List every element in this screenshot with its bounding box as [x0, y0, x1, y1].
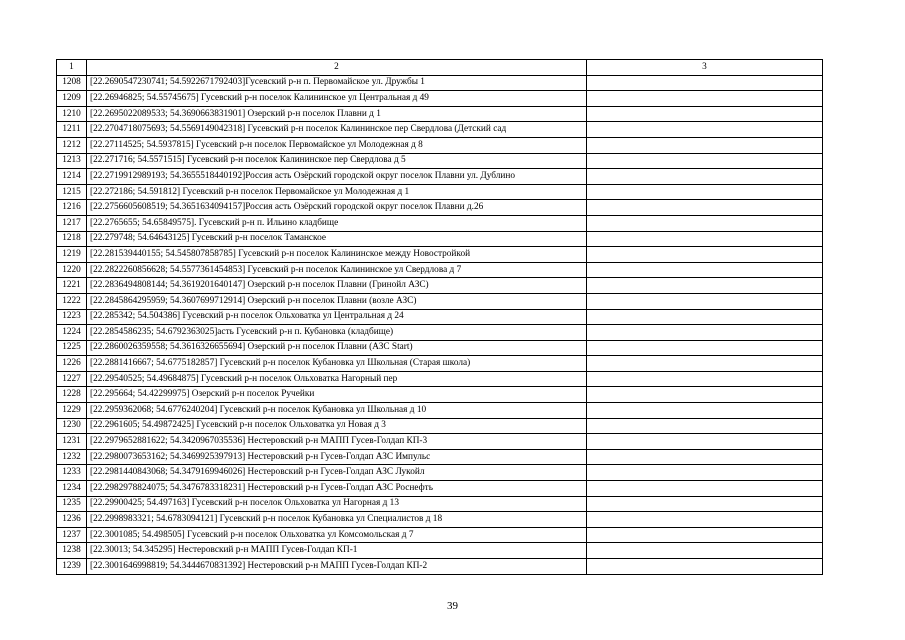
- row-extra-cell: [587, 512, 823, 528]
- table-row: [57, 325, 823, 341]
- row-text-cell: [22.272186; 54.591812] Гусевский р-н поселок Первомайское ул Молодежная д 1: [87, 184, 587, 200]
- table-row: [57, 91, 823, 107]
- row-text-cell: [22.30013; 54.345295] Нестеровский р-н МАПП Гусев-Голдап КП-1: [87, 543, 587, 559]
- row-text-cell: [22.2982978824075; 54.3476783318231] Нестеровский р-н Гусев-Голдап АЗС Роснефть: [87, 481, 587, 497]
- row-extra-cell: [587, 169, 823, 185]
- table-row: [57, 231, 823, 247]
- row-extra-cell: [587, 215, 823, 231]
- row-text-cell: [22.2719912989193; 54.3655518440192]Россия асть Озёрский городской округ поселок Плавни ул. Дублино: [87, 169, 587, 185]
- row-extra-cell: [587, 325, 823, 341]
- row-extra-cell: [587, 75, 823, 91]
- table-row: [57, 215, 823, 231]
- row-extra-cell: [587, 153, 823, 169]
- row-extra-cell: [587, 496, 823, 512]
- table-row: [57, 496, 823, 512]
- table-row: [57, 465, 823, 481]
- row-number-cell: 1223: [57, 309, 87, 325]
- row-text-cell: [22.3001646998819; 54.3444670831392] Нестеровский р-н МАПП Гусев-Голдап КП-2: [87, 559, 587, 575]
- row-number-cell: 1216: [57, 200, 87, 216]
- table-row: [57, 153, 823, 169]
- row-number-cell: 1219: [57, 247, 87, 263]
- row-extra-cell: [587, 184, 823, 200]
- row-extra-cell: [587, 122, 823, 138]
- row-number-cell: 1231: [57, 434, 87, 450]
- row-extra-cell: [587, 465, 823, 481]
- row-text-cell: [22.2695022089533; 54.3690663831901] Озерский р-н поселок Плавни д 1: [87, 106, 587, 122]
- row-number-cell: 1234: [57, 481, 87, 497]
- row-text-cell: [22.279748; 54.64643125] Гусевский р-н поселок Таманское: [87, 231, 587, 247]
- row-number-cell: 1225: [57, 340, 87, 356]
- header-cell-3: 3: [587, 60, 823, 76]
- row-text-cell: [22.2860026359558; 54.3616326655694] Озерский р-н поселок Плавни (АЗС Start): [87, 340, 587, 356]
- table-row: [57, 449, 823, 465]
- row-number-cell: 1220: [57, 262, 87, 278]
- table-row: [57, 512, 823, 528]
- page-number: 39: [447, 600, 458, 612]
- row-text-cell: [22.29540525; 54.49684875] Гусевский р-н поселок Ольховатка Нагорный пер: [87, 371, 587, 387]
- row-number-cell: 1209: [57, 91, 87, 107]
- row-extra-cell: [587, 481, 823, 497]
- row-text-cell: [22.2998983321; 54.6783094121] Гусевский р-н поселок Кубановка ул Специалистов д 18: [87, 512, 587, 528]
- row-extra-cell: [587, 543, 823, 559]
- row-text-cell: [22.27114525; 54.5937815] Гусевский р-н поселок Первомайское ул Молодежная д 8: [87, 137, 587, 153]
- table-body: [57, 60, 823, 575]
- table-row: [57, 387, 823, 403]
- row-text-cell: [22.2881416667; 54.6775182857] Гусевский р-н поселок Кубановка ул Школьная (Старая школа): [87, 356, 587, 372]
- row-extra-cell: [587, 371, 823, 387]
- table-row: [57, 169, 823, 185]
- row-text-cell: [22.295664; 54.42299975] Озерский р-н поселок Ручейки: [87, 387, 587, 403]
- table-row: [57, 309, 823, 325]
- table-row: [57, 75, 823, 91]
- row-text-cell: [22.2765655; 54.65849575]. Гусевский р-н п. Ильино кладбище: [87, 215, 587, 231]
- row-extra-cell: [587, 262, 823, 278]
- table-row: [57, 543, 823, 559]
- row-text-cell: [22.29900425; 54.497163] Гусевский р-н поселок Ольховатка ул Нагорная д 13: [87, 496, 587, 512]
- row-number-cell: 1229: [57, 403, 87, 419]
- row-text-cell: [22.2981440843068; 54.3479169946026] Нестеровский р-н Гусев-Голдап АЗС Лукойл: [87, 465, 587, 481]
- row-extra-cell: [587, 356, 823, 372]
- table-row: [57, 200, 823, 216]
- table-row: [57, 481, 823, 497]
- row-extra-cell: [587, 231, 823, 247]
- row-number-cell: 1218: [57, 231, 87, 247]
- row-extra-cell: [587, 449, 823, 465]
- table-row: [57, 356, 823, 372]
- table-row: [57, 434, 823, 450]
- row-number-cell: 1215: [57, 184, 87, 200]
- row-number-cell: 1239: [57, 559, 87, 575]
- row-extra-cell: [587, 293, 823, 309]
- row-number-cell: 1212: [57, 137, 87, 153]
- row-number-cell: 1214: [57, 169, 87, 185]
- table-row: [57, 106, 823, 122]
- row-number-cell: 1235: [57, 496, 87, 512]
- table-row: [57, 340, 823, 356]
- row-text-cell: [22.2822260856628; 54.5577361454853] Гусевский р-н поселок Калининское ул Свердлова д 7: [87, 262, 587, 278]
- table-row: [57, 137, 823, 153]
- table-header-row: [57, 60, 823, 76]
- table-row: [57, 247, 823, 263]
- address-table: [56, 59, 823, 575]
- row-extra-cell: [587, 434, 823, 450]
- row-extra-cell: [587, 247, 823, 263]
- row-extra-cell: [587, 559, 823, 575]
- row-extra-cell: [587, 91, 823, 107]
- row-number-cell: 1236: [57, 512, 87, 528]
- row-number-cell: 1208: [57, 75, 87, 91]
- table-row: [57, 403, 823, 419]
- table-row: [57, 527, 823, 543]
- row-text-cell: [22.2959362068; 54.6776240204] Гусевский р-н поселок Кубановка ул Школьная д 10: [87, 403, 587, 419]
- header-cell-2: 2: [87, 60, 587, 76]
- row-extra-cell: [587, 403, 823, 419]
- table-row: [57, 559, 823, 575]
- row-text-cell: [22.3001085; 54.498505] Гусевский р-н поселок Ольховатка ул Комсомольская д 7: [87, 527, 587, 543]
- row-extra-cell: [587, 137, 823, 153]
- row-text-cell: [22.2836494808144; 54.3619201640147] Озерский р-н поселок Плавни (Гринойл АЗС): [87, 278, 587, 294]
- table-row: [57, 278, 823, 294]
- table-row: [57, 293, 823, 309]
- row-text-cell: [22.281539440155; 54.545807858785] Гусевский р-н поселок Калининское между Новостройкой: [87, 247, 587, 263]
- row-text-cell: [22.2979652881622; 54.3420967035536] Нестеровский р-н МАПП Гусев-Голдап КП-3: [87, 434, 587, 450]
- row-number-cell: 1211: [57, 122, 87, 138]
- row-number-cell: 1228: [57, 387, 87, 403]
- row-extra-cell: [587, 418, 823, 434]
- row-text-cell: [22.2690547230741; 54.5922671792403]Гусевский р-н п. Первомайское ул. Дружбы 1: [87, 75, 587, 91]
- row-text-cell: [22.2854586235; 54.6792363025]асть Гусевский р-н п. Кубановка (кладбище): [87, 325, 587, 341]
- row-extra-cell: [587, 106, 823, 122]
- row-text-cell: [22.2980073653162; 54.3469925397913] Нестеровский р-н Гусев-Голдап АЗС Импульс: [87, 449, 587, 465]
- row-extra-cell: [587, 340, 823, 356]
- table-row: [57, 184, 823, 200]
- row-number-cell: 1221: [57, 278, 87, 294]
- row-number-cell: 1237: [57, 527, 87, 543]
- row-number-cell: 1226: [57, 356, 87, 372]
- row-number-cell: 1232: [57, 449, 87, 465]
- row-text-cell: [22.2845864295959; 54.3607699712914] Озерский р-н поселок Плавни (возле АЗС): [87, 293, 587, 309]
- row-number-cell: 1233: [57, 465, 87, 481]
- row-number-cell: 1227: [57, 371, 87, 387]
- table-row: [57, 262, 823, 278]
- table-row: [57, 122, 823, 138]
- row-number-cell: 1213: [57, 153, 87, 169]
- table-row: [57, 371, 823, 387]
- row-number-cell: 1224: [57, 325, 87, 341]
- row-text-cell: [22.2961605; 54.49872425] Гусевский р-н поселок Ольховатка ул Новая д 3: [87, 418, 587, 434]
- header-cell-1: 1: [57, 60, 87, 76]
- row-text-cell: [22.285342; 54.504386] Гусевский р-н поселок Ольховатка ул Центральная д 24: [87, 309, 587, 325]
- row-number-cell: 1210: [57, 106, 87, 122]
- row-text-cell: [22.2756605608519; 54.3651634094157]Россия асть Озёрский городской округ поселок Плавни д.26: [87, 200, 587, 216]
- table-row: [57, 418, 823, 434]
- row-number-cell: 1230: [57, 418, 87, 434]
- row-extra-cell: [587, 527, 823, 543]
- row-number-cell: 1222: [57, 293, 87, 309]
- row-text-cell: [22.26946825; 54.55745675] Гусевский р-н поселок Калининское ул Центральная д 49: [87, 91, 587, 107]
- row-extra-cell: [587, 309, 823, 325]
- row-text-cell: [22.2704718075693; 54.5569149042318] Гусевский р-н поселок Калининское пер Свердлова (Детский сад: [87, 122, 587, 138]
- row-number-cell: 1217: [57, 215, 87, 231]
- row-extra-cell: [587, 278, 823, 294]
- row-extra-cell: [587, 200, 823, 216]
- row-number-cell: 1238: [57, 543, 87, 559]
- row-extra-cell: [587, 387, 823, 403]
- row-text-cell: [22.271716; 54.5571515] Гусевский р-н поселок Калининское пер Свердлова д 5: [87, 153, 587, 169]
